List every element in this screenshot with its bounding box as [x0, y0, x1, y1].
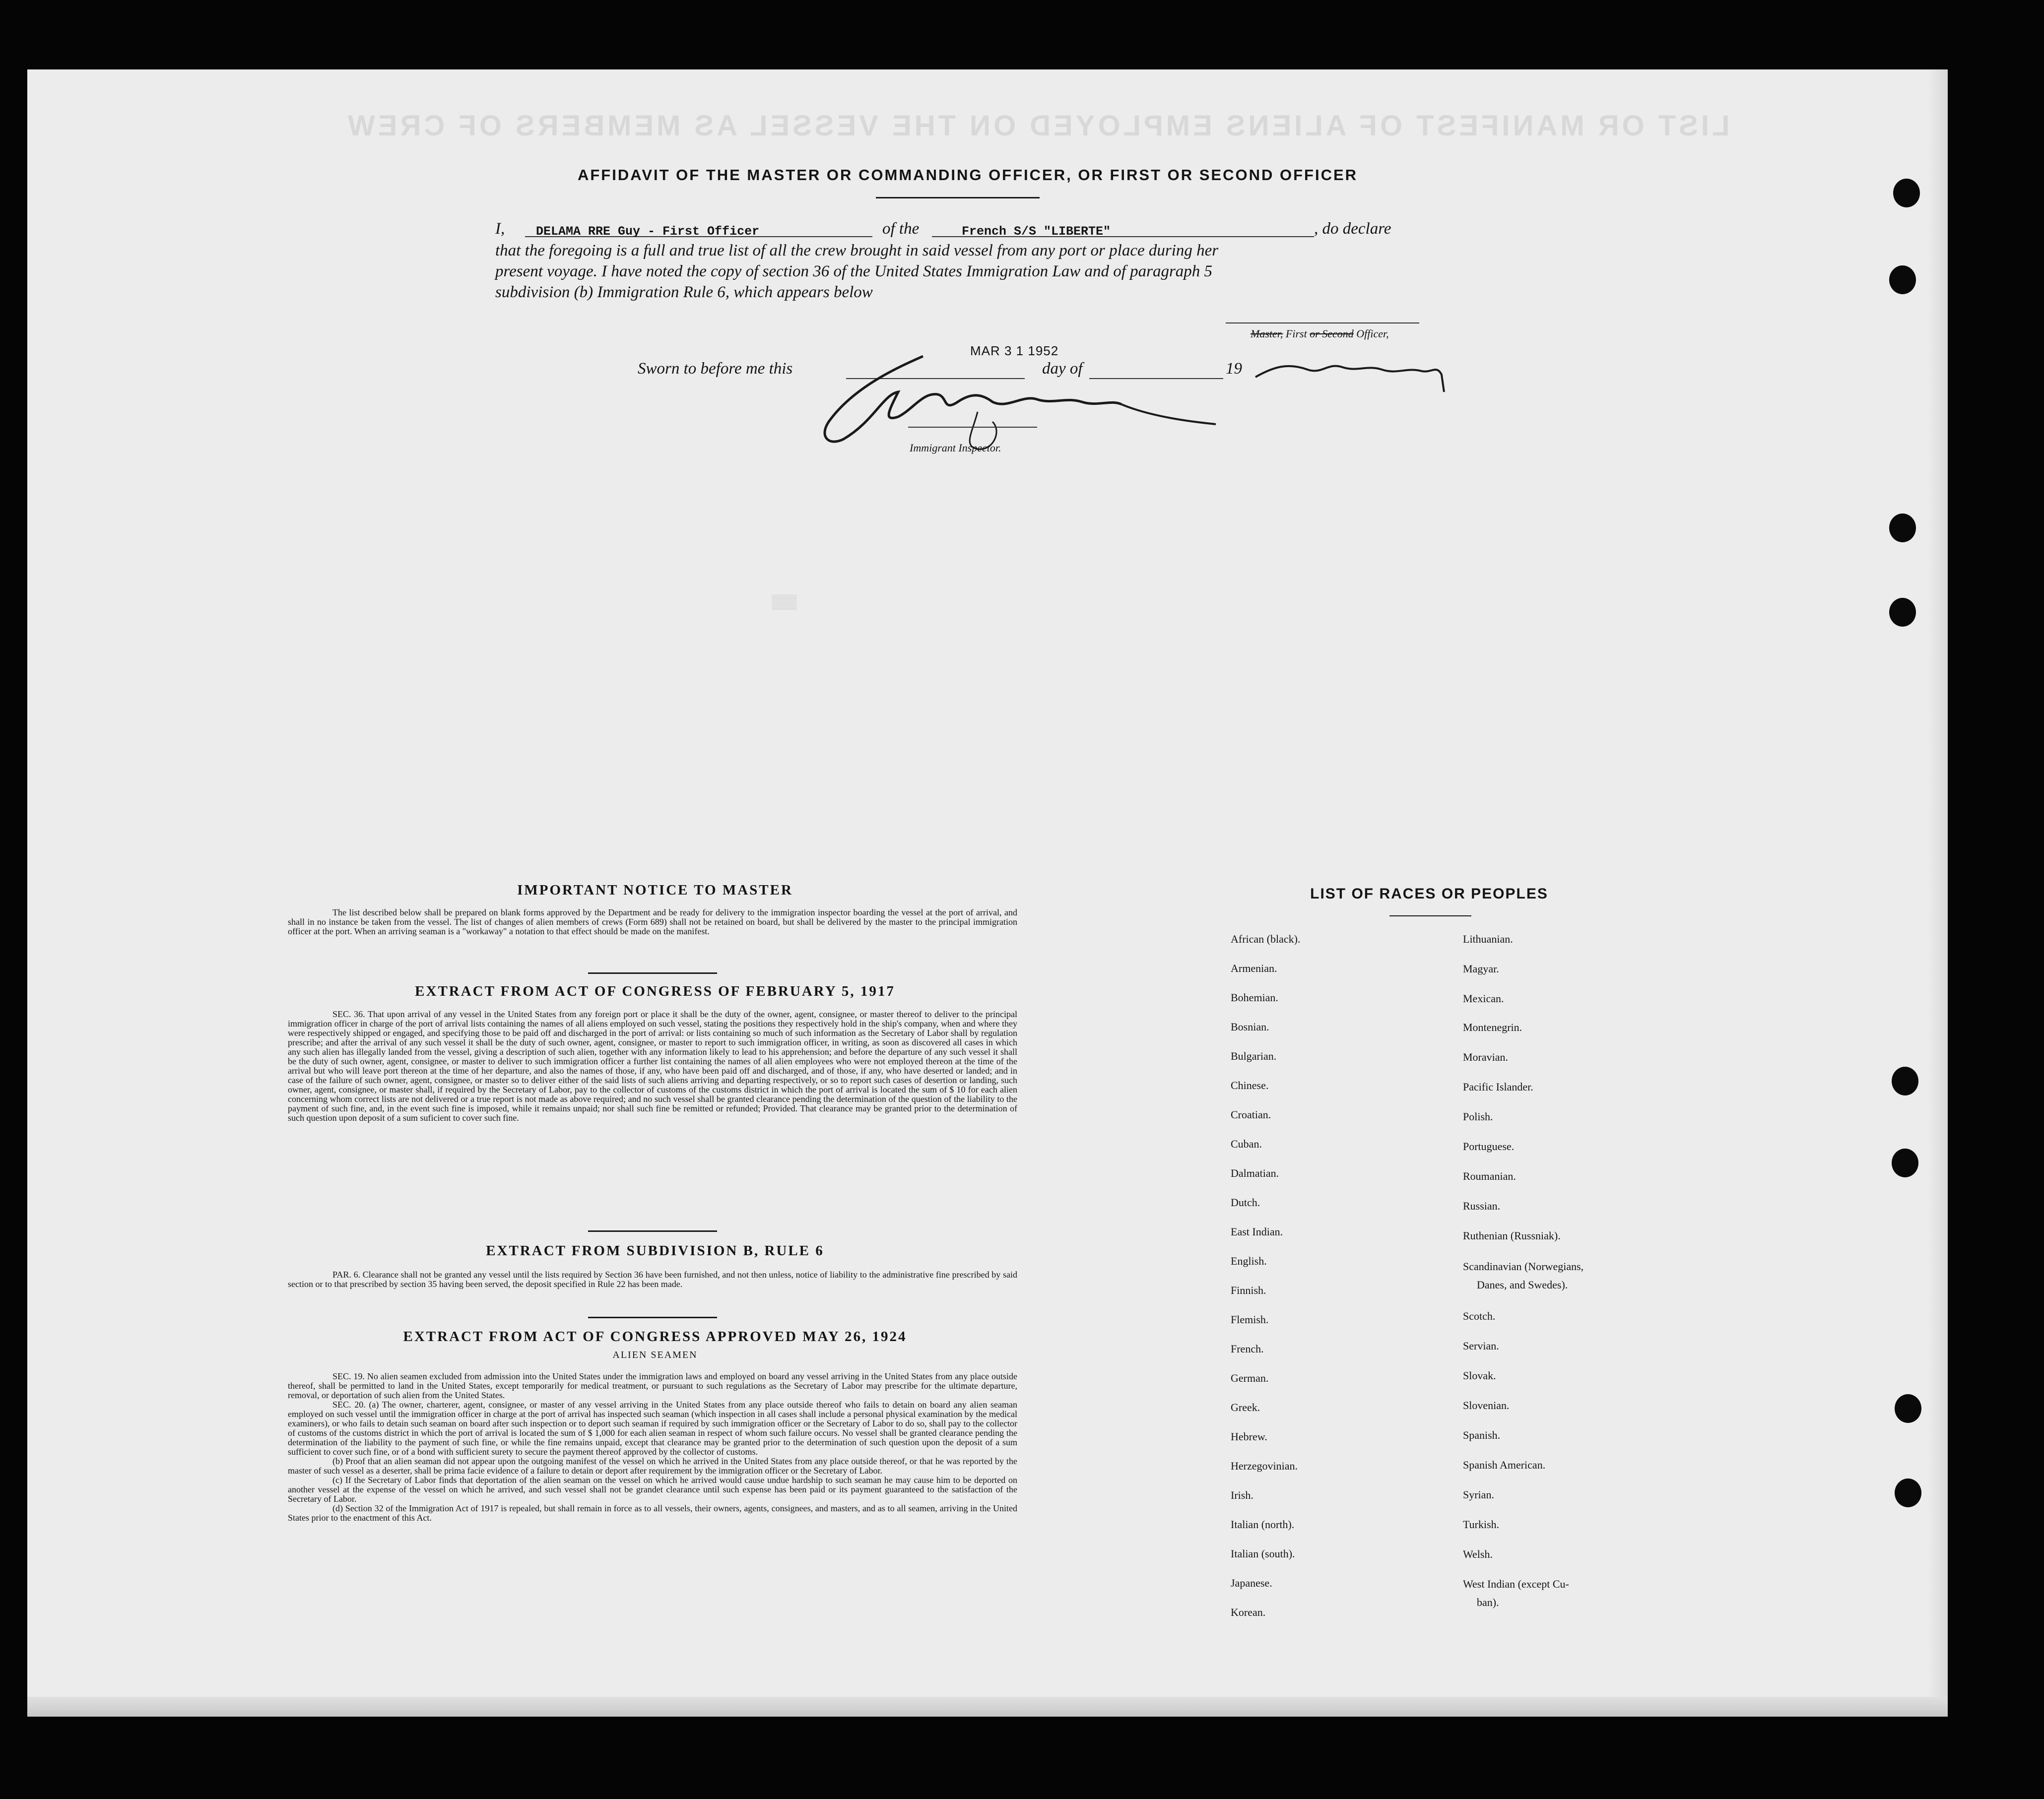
- extract-rule6-text: PAR. 6. Clearance shall not be granted any vessel until the lists required by Section 36 have been furnished, and not then unless, notice of liability to the administrative fine prescribed by said section or to that prescribed by section 35 having been served, the deposit specified in Rule 22 has been made.: [288, 1270, 1017, 1289]
- affidavit-title: AFFIDAVIT OF THE MASTER OR COMMANDING OFFICER, OR FIRST OR SECOND OFFICER: [577, 166, 1358, 184]
- race-item: Italian (south).: [1231, 1547, 1295, 1560]
- inspector-signature-line: [908, 427, 1037, 428]
- extract-1917-text: SEC. 36. That upon arrival of any vessel in the United States from any foreign port or place it shall be the duty of the owner, agent, consignee, or master thereof to deliver to the principal immigration officer in charge of the port of arrival lists containing the names of all aliens employed on such vessel, stating the positions they respectively hold in the ship's company, when and where they were respectively shipped or engaged, and specifying those to be paid off and discharged in the port of arrival: or lists containing so much of such information as the Secretary of Labor shall by regulation prescribe; and after the arrival of any such vessel it shall be the duty of such owner, agent, consignee, or master to report to such immigration officer, in writing, as soon as discovered all cases in which any such alien has illegally landed from the vessel, giving a description of such alien, together with any information likely to lead to his apprehension; and before the departure of any such vessel it shall be the duty of such owner, agent, consignee, or master to deliver to such immigration officer a further list containing the names of all alien employees who were not employed thereon at the time of the arrival but who will leave port thereon at the time of her departure, and also the names of those, if any, who have been paid off and discharged, and of those, if any, who have deserted or landed; and in case of the failure of such owner, agent, consignee, or master so to deliver either of the said lists of such aliens arriving and departing respectively, or so to report such cases of desertion or landing, such owner, agent, consignee, or master shall, if required by the Secretary of Labor, pay to the collector of customs of the customs district in which the port of arrival is located the sum of $ 10 for each alien concerning whom correct lists are not delivered or a true report is not made as above required; and no such vessel shall be granted clearance pending the determination of the question of the liability to the payment of such fine, and, in the event such fine is imposed, while it remains unpaid; nor shall such fine be remitted or refunded; Provided. That clearance may be granted prior to the determination of such question upon deposit of a sum suficient to cover such fine.: [288, 1009, 1017, 1123]
- race-item: Hebrew.: [1231, 1430, 1267, 1443]
- bleed-through-mark: ▒▒▒: [772, 595, 797, 611]
- extract-1917-title: EXTRACT FROM ACT OF CONGRESS OF FEBRUARY 5, 1917: [415, 983, 895, 999]
- race-item: Bulgarian.: [1231, 1050, 1277, 1062]
- sec20d-text: (d) Section 32 of the Immigration Act of 1917 is repealed, but shall remain in force as to all vessels, their owners, agents, consignees, and masters, and as to all seamen, arriving in the United States prior to the enactment of this Act.: [288, 1503, 1017, 1523]
- sec20c-text: (c) If the Secretary of Labor finds that deportation of the alien seaman on the vessel on which he arrived would cause undue hardship to such seaman he may cause him to be deported on another vessel at the expense of the vessel on which he arrived, and such vessel shall not be grandet clearance until such expense has been paid or its payment guaranteed to the satisfaction of the Secretary of Labor.: [288, 1475, 1017, 1504]
- punch-hole: [1889, 265, 1916, 294]
- race-item: Chinese.: [1231, 1079, 1269, 1092]
- race-item: Bohemian.: [1231, 991, 1278, 1004]
- race-item: Danes, and Swedes).: [1477, 1279, 1568, 1291]
- race-item: Turkish.: [1463, 1518, 1500, 1531]
- divider: [876, 197, 1040, 198]
- race-item: African (black).: [1231, 933, 1301, 945]
- notice-title: IMPORTANT NOTICE TO MASTER: [517, 882, 793, 898]
- page-bottom-shadow: [27, 1697, 1948, 1717]
- officer-name-typed: DELAMA RRE Guy - First Officer: [536, 224, 760, 239]
- race-item: Herzegovinian.: [1231, 1460, 1298, 1472]
- affidavit-do-declare: , do declare: [1314, 220, 1391, 238]
- race-item: Slovenian.: [1463, 1399, 1510, 1412]
- race-item: French.: [1231, 1343, 1264, 1355]
- race-item: Mexican.: [1463, 992, 1504, 1005]
- race-item: Lithuanian.: [1463, 933, 1513, 945]
- race-item: Magyar.: [1463, 963, 1499, 975]
- race-item: Ruthenian (Russniak).: [1463, 1229, 1561, 1242]
- race-item: Moravian.: [1463, 1051, 1509, 1063]
- vessel-underline: [932, 236, 1314, 237]
- race-item: ban).: [1477, 1596, 1499, 1608]
- race-item: Servian.: [1463, 1340, 1499, 1352]
- race-item: English.: [1231, 1255, 1267, 1267]
- divider: [1389, 915, 1471, 916]
- extract-1924-body: [288, 1372, 1017, 1523]
- race-item: Dutch.: [1231, 1196, 1260, 1209]
- affidavit-line-3: present voyage. I have noted the copy of section 36 of the United States Immigration Law and of paragraph 5: [495, 262, 1213, 280]
- race-item: Flemish.: [1231, 1313, 1269, 1326]
- races-title: LIST OF RACES OR PEOPLES: [1310, 886, 1548, 902]
- race-item: Montenegrin.: [1463, 1021, 1522, 1033]
- race-item: Japanese.: [1231, 1577, 1272, 1589]
- divider: [588, 972, 717, 974]
- race-item: Greek.: [1231, 1401, 1260, 1414]
- race-item: Syrian.: [1463, 1488, 1494, 1501]
- punch-hole: [1895, 1394, 1921, 1423]
- race-item: Cuban.: [1231, 1138, 1262, 1150]
- sworn-label: Sworn to before me this: [638, 360, 793, 378]
- affidavit-i-label: I,: [495, 220, 505, 238]
- race-item: Dalmatian.: [1231, 1167, 1279, 1179]
- inspector-signature: [814, 347, 1226, 456]
- race-item: Bosnian.: [1231, 1021, 1269, 1033]
- divider: [588, 1230, 717, 1232]
- race-item: East Indian.: [1231, 1225, 1283, 1238]
- punch-hole: [1895, 1478, 1921, 1507]
- race-item: Spanish American.: [1463, 1459, 1546, 1471]
- race-item: Scotch.: [1463, 1310, 1496, 1322]
- date-stamp: MAR 3 1 1952: [970, 343, 1059, 358]
- alien-seamen-label: ALIEN SEAMEN: [612, 1349, 698, 1360]
- race-item: Russian.: [1463, 1200, 1501, 1212]
- race-item: Scandinavian (Norwegians,: [1463, 1260, 1584, 1273]
- affidavit-text: [495, 218, 1428, 303]
- officer-signature-line: [1226, 322, 1419, 323]
- race-item: Portuguese.: [1463, 1140, 1515, 1153]
- punch-hole: [1893, 179, 1920, 207]
- extract-rule6-title: EXTRACT FROM SUBDIVISION B, RULE 6: [486, 1243, 824, 1259]
- sec20a-text: SEC. 20. (a) The owner, charterer, agent, consignee, or master of any vessel arriving in the United States from any place outside thereof who fails to detain on board any alien seaman employed on such vessel until the immigration officer in charge at the port of arrival has inspected such seaman (which inspection in all cases shall include a personal physical examination by the medical examiners), or who fails to detain such seaman on board after such inspection or to deport such seaman if required by such immigration officer or the Secretary of Labor to do so, shall pay to the collector of customs of the customs district in which the port of arrival is located the sum of $ 1,000 for each alien seaman in respect of whom such failure occurs. No vessel shall be granted clearance pending the determination of the liability to the payment of such fine, or while the fine remains unpaid, except that clearance may be granted prior to the determination of such question upon the deposit of a sum sufficient to cover such fine, or of a bond with sufficient surety to secure the payment thereof approved by the collector of customs.: [288, 1400, 1017, 1457]
- officer-title-label: Master, First or Second Officer,: [1251, 327, 1389, 340]
- race-item: Welsh.: [1463, 1548, 1493, 1560]
- punch-hole: [1889, 514, 1916, 542]
- sec20b-text: (b) Proof that an alien seaman did not appear upon the outgoing manifest of the vessel on which he arrived in the United States from any place outside thereof, or that he was reported by the master of such vessel as a deserter, shall be prima facie evidence of a failure to detain or deport after requirement by the immigration officer or the Secretary of Labor.: [288, 1456, 1017, 1476]
- punch-hole: [1892, 1067, 1918, 1095]
- year-label: 19: [1226, 360, 1242, 378]
- race-item: Spanish.: [1463, 1429, 1501, 1441]
- race-item: Polish.: [1463, 1110, 1493, 1123]
- affidavit-line-4: subdivision (b) Immigration Rule 6, which appears below: [495, 283, 873, 301]
- affidavit-of-the: of the: [882, 220, 920, 238]
- race-item: Roumanian.: [1463, 1170, 1516, 1182]
- divider: [588, 1317, 717, 1318]
- race-item: Korean.: [1231, 1606, 1266, 1618]
- race-item: Pacific Islander.: [1463, 1081, 1533, 1093]
- race-item: German.: [1231, 1372, 1269, 1384]
- race-item: Finnish.: [1231, 1284, 1266, 1296]
- race-item: Armenian.: [1231, 962, 1277, 974]
- vessel-name-typed: French S/S "LIBERTE": [962, 224, 1111, 239]
- race-item: Italian (north).: [1231, 1518, 1295, 1531]
- sec19-text: SEC. 19. No alien seamen excluded from admission into the United States under the immigration laws and employed on board any vessel arriving in the United States from any place outside thereof, shall be permitted to land in the United States, except temporarily for medical treatment, or pursuant to such regulations as the Secretary of Labor may prescribe for the ultimate departure, removal, or deportation of such alien from the United States.: [288, 1371, 1017, 1400]
- race-item: Slovak.: [1463, 1369, 1496, 1382]
- race-item: Croatian.: [1231, 1108, 1271, 1121]
- punch-hole: [1889, 598, 1916, 627]
- day-of-label: day of: [1042, 360, 1083, 378]
- race-item: West Indian (except Cu-: [1463, 1578, 1569, 1590]
- affidavit-line-2: that the foregoing is a full and true list of all the crew brought in said vessel from any port or place during her: [495, 242, 1219, 259]
- notice-paragraph: The list described below shall be prepared on blank forms approved by the Department and be ready for delivery to the immigration inspector boarding the vessel at the port of arrival, and shall in no instance be taken from the vessel. The list of changes of alien members of crews (Form 689) shall not be retained on board, but shall be delivered by the master to the principal immigration officer at the port. When an arriving seaman is a "workaway" a notation to that effect should be made on the manifest.: [288, 907, 1017, 936]
- officer-signature: [1253, 347, 1451, 397]
- punch-hole: [1892, 1149, 1918, 1177]
- name-underline: [525, 236, 872, 237]
- inspector-label: Immigrant Inspector.: [910, 442, 1001, 454]
- race-item: Irish.: [1231, 1489, 1253, 1501]
- page-edge-shadow: [1928, 69, 1948, 1717]
- extract-1924-title: EXTRACT FROM ACT OF CONGRESS APPROVED MAY 26, 1924: [403, 1329, 907, 1345]
- bleed-through-text: LIST OR MANIFEST OF ALIENS EMPLOYED ON THE VESSEL AS MEMBERS OF CREW: [345, 110, 1730, 142]
